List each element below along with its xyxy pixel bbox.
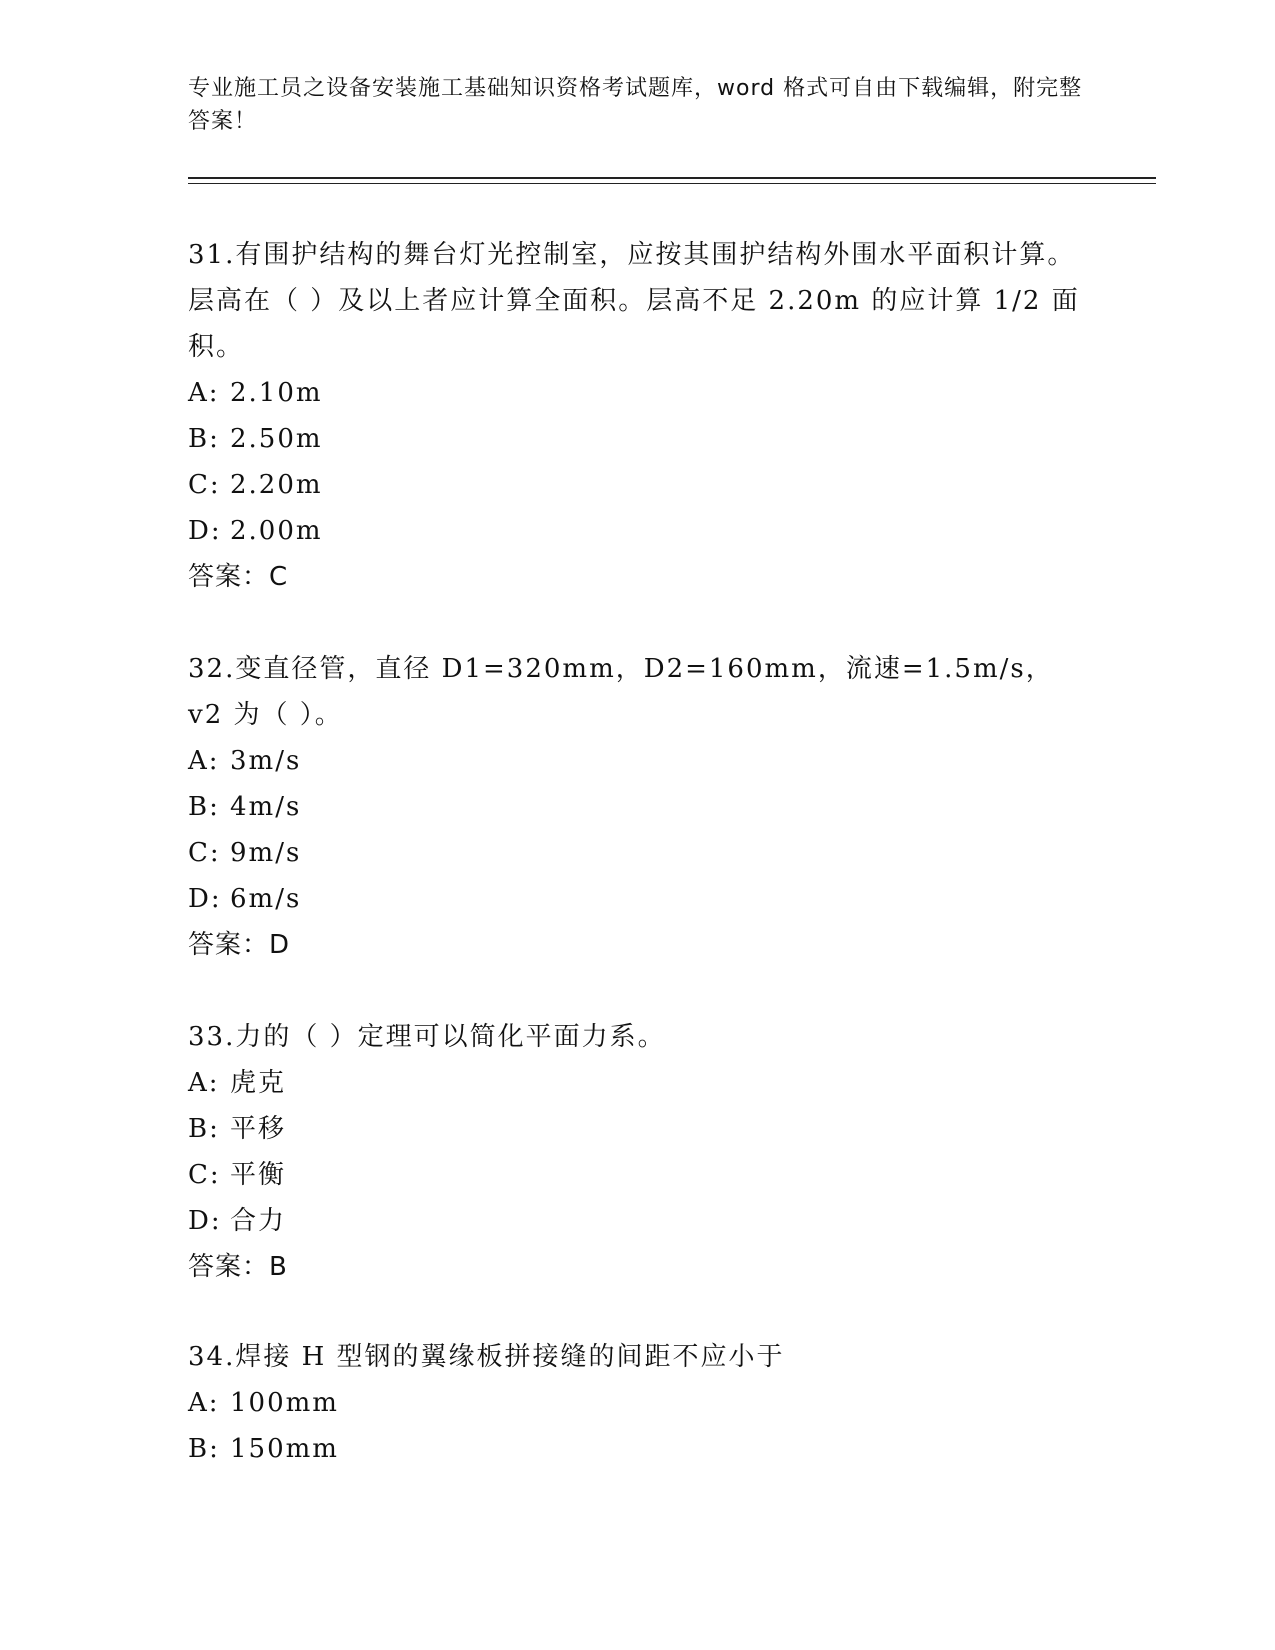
- option-a: [188, 738, 1088, 784]
- option-label: B:: [188, 424, 220, 454]
- option-label: D:: [188, 516, 222, 546]
- option-d: [188, 508, 1088, 554]
- document-header: 专业施工员之设备安装施工基础知识资格考试题库，word 格式可自由下载编辑，附完整答案！: [188, 76, 1083, 134]
- answer-line: [188, 1244, 1088, 1290]
- option-text: 平衡: [230, 1160, 287, 1190]
- option-a: [188, 1060, 1088, 1106]
- header-rule-thin: [188, 183, 1156, 184]
- question-31: [188, 232, 1088, 600]
- option-text: 100mm: [230, 1388, 339, 1418]
- question-32: [188, 646, 1088, 968]
- answer-label: 答案：: [188, 1252, 270, 1282]
- option-label: A:: [188, 1388, 220, 1418]
- question-stem: 33.力的（ ）定理可以简化平面力系。: [188, 1022, 666, 1052]
- answer-value: B: [269, 1252, 288, 1282]
- option-text: 虎克: [230, 1068, 287, 1098]
- option-label: D:: [188, 884, 222, 914]
- answer-label: 答案：: [188, 562, 270, 592]
- option-label: A:: [188, 378, 220, 408]
- option-text: 2.10m: [230, 378, 323, 408]
- option-a: [188, 370, 1088, 416]
- option-c: [188, 830, 1088, 876]
- answer-label: 答案：: [188, 930, 270, 960]
- option-label: A:: [188, 1068, 220, 1098]
- option-text: 平移: [230, 1114, 287, 1144]
- option-text: 2.20m: [230, 470, 323, 500]
- option-text: 3m/s: [230, 746, 302, 776]
- option-c: [188, 462, 1088, 508]
- option-label: C:: [188, 1160, 221, 1190]
- header-rule-thick: [188, 177, 1156, 179]
- option-label: B:: [188, 1434, 220, 1464]
- option-b: [188, 416, 1088, 462]
- answer-value: D: [269, 930, 291, 960]
- option-c: [188, 1152, 1088, 1198]
- option-label: B:: [188, 1114, 220, 1144]
- option-label: B:: [188, 792, 220, 822]
- option-text: 2.00m: [230, 516, 323, 546]
- option-d: [188, 1198, 1088, 1244]
- question-stem: 34.焊接 H 型钢的翼缘板拼接缝的间距不应小于: [188, 1342, 785, 1372]
- option-a: [188, 1380, 1088, 1426]
- question-stem: 31.有围护结构的舞台灯光控制室，应按其围护结构外围水平面积计算。层高在（ ）及以上者应计算全面积。层高不足 2.20m 的应计算 1/2 面积。: [188, 240, 1080, 362]
- option-label: C:: [188, 470, 221, 500]
- option-label: A:: [188, 746, 220, 776]
- question-stem: 32.变直径管，直径 D1=320mm，D2=160mm，流速=1.5m/s，v2 为（ ）。: [188, 654, 1054, 730]
- option-d: [188, 876, 1088, 922]
- option-b: [188, 1106, 1088, 1152]
- option-text: 2.50m: [230, 424, 323, 454]
- answer-line: [188, 554, 1088, 600]
- answer-value: C: [269, 562, 289, 592]
- question-33: [188, 1014, 1088, 1290]
- option-text: 合力: [230, 1206, 287, 1236]
- option-b: [188, 784, 1088, 830]
- option-text: 9m/s: [230, 838, 302, 868]
- option-b: [188, 1426, 1088, 1472]
- question-34: [188, 1334, 1088, 1472]
- option-text: 4m/s: [230, 792, 302, 822]
- option-text: 6m/s: [230, 884, 302, 914]
- option-label: C:: [188, 838, 221, 868]
- option-label: D:: [188, 1206, 222, 1236]
- option-text: 150mm: [230, 1434, 339, 1464]
- answer-line: [188, 922, 1088, 968]
